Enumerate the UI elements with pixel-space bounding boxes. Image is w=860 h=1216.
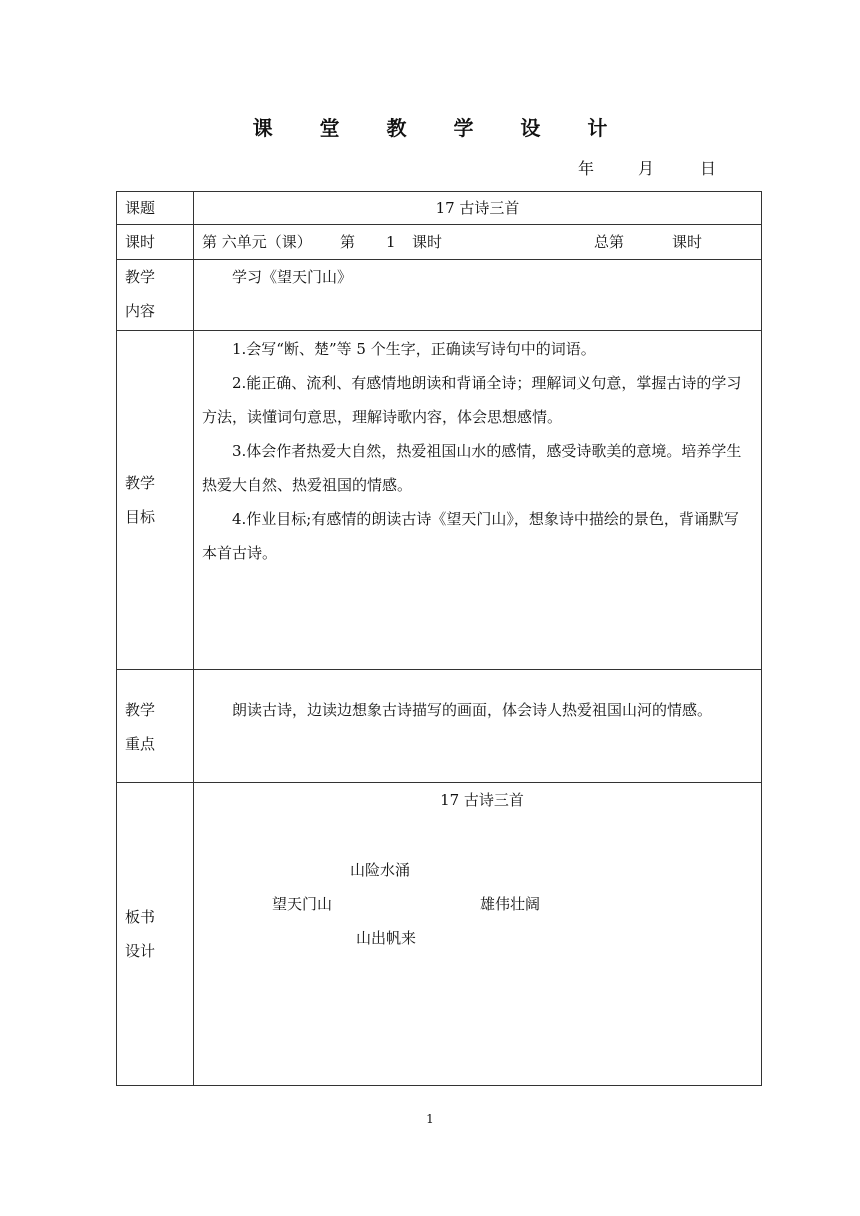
- goals-value-cell: [194, 331, 762, 670]
- period-label: 课时: [117, 225, 194, 260]
- goal-item: 3.体会作者热爱大自然，热爱祖国山水的感情，感受诗歌美的意境。培养学生热爱大自然、热爱祖国的情感。: [202, 442, 742, 494]
- period-di: 第: [340, 233, 356, 251]
- row-focus: [117, 670, 762, 783]
- board-top: 山险水涌: [350, 861, 411, 879]
- row-board: [117, 783, 762, 1086]
- board-bottom: 山出帆来: [356, 929, 417, 947]
- board-label-2: 设计: [125, 942, 156, 960]
- board-label-1: 板书: [125, 908, 156, 926]
- content-label-2: 内容: [125, 302, 156, 320]
- board-label: [117, 783, 194, 1086]
- row-content: [117, 260, 762, 331]
- period-unit: 第 六单元（课）: [202, 233, 312, 251]
- focus-label-1: 教学: [125, 701, 156, 719]
- board-right: 雄伟壮阔: [480, 895, 541, 913]
- content-label-1: 教学: [125, 268, 156, 286]
- period-total-keshi: 课时: [672, 233, 703, 251]
- board-design-cell: [194, 783, 762, 1086]
- goal-item: 1.会写“断、楚”等 5 个生字，正确读写诗句中的词语。: [232, 340, 596, 358]
- content-label: [117, 260, 194, 331]
- focus-label-2: 重点: [125, 735, 156, 753]
- focus-label: [117, 670, 194, 783]
- topic-value: 17 古诗三首: [194, 192, 762, 225]
- focus-value: 朗读古诗，边读边想象古诗描写的画面，体会诗人热爱祖国山河的情感。: [232, 701, 713, 719]
- board-left: 望天门山: [272, 895, 333, 913]
- board-heading: 17 古诗三首: [440, 791, 524, 809]
- page-title: 课 堂 教 学 设 计: [252, 116, 628, 140]
- period-total: 总第: [594, 233, 625, 251]
- date-month: 月: [638, 159, 655, 178]
- lesson-plan-table: [116, 191, 762, 1086]
- date-day: 日: [700, 159, 717, 178]
- focus-value-cell: [194, 670, 762, 783]
- topic-label: 课题: [117, 192, 194, 225]
- period-keshi: 课时: [412, 233, 443, 251]
- row-topic: [117, 192, 762, 225]
- goals-label-2: 目标: [125, 508, 156, 526]
- goals-label-1: 教学: [125, 474, 156, 492]
- goal-item: 4.作业目标;有感情的朗读古诗《望天门山》，想象诗中描绘的景色，背诵默写本首古诗。: [202, 510, 739, 562]
- page-number: 1: [426, 1112, 434, 1126]
- goals-label: [117, 331, 194, 670]
- period-num: 1: [386, 233, 396, 251]
- content-value: 学习《望天门山》: [232, 268, 353, 286]
- goal-item: 2.能正确、流利、有感情地朗读和背诵全诗；理解词义句意，掌握古诗的学习方法，读懂词句意思，理解诗歌内容，体会思想感情。: [202, 374, 742, 426]
- period-value: [194, 225, 762, 260]
- date-year: 年: [578, 159, 595, 178]
- content-value-cell: [194, 260, 762, 331]
- row-period: [117, 225, 762, 260]
- row-goals: [117, 331, 762, 670]
